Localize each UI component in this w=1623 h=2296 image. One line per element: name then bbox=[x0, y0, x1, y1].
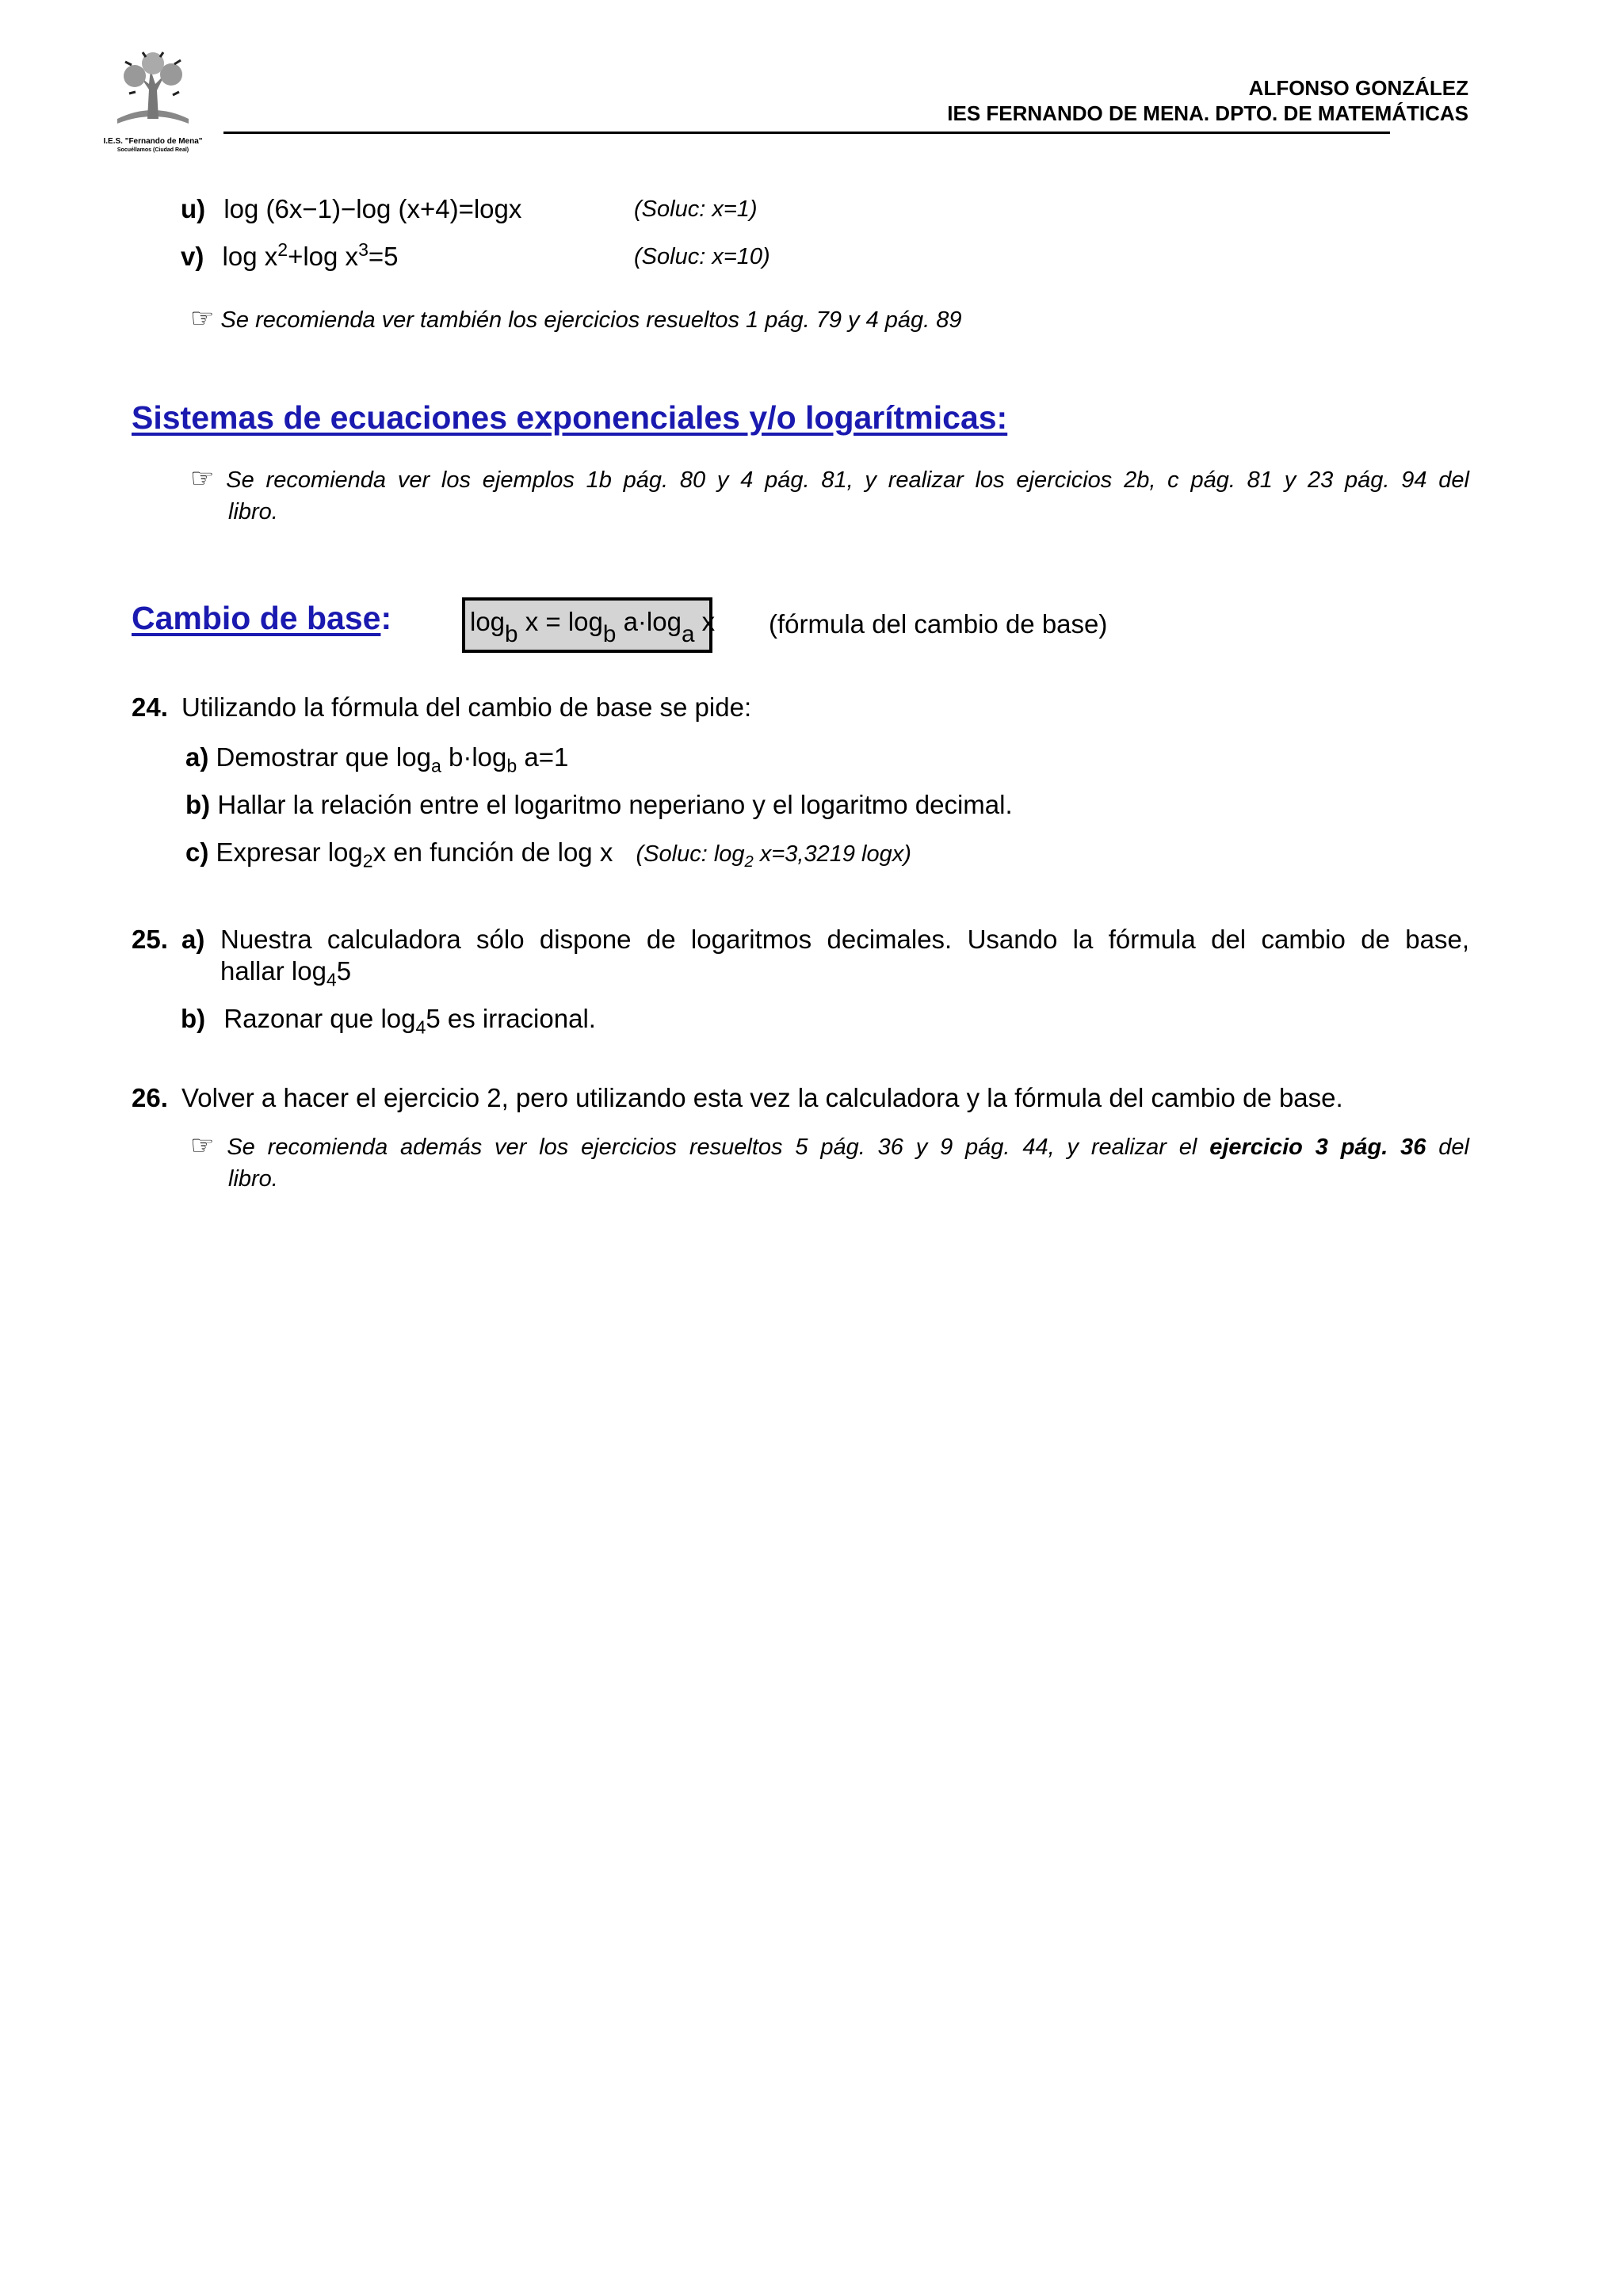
systems-note-line1: ☞ Se recomienda ver los ejemplos 1b pág. 80 y 4 pág. 81, y realizar los ejercicios 2b, c pág. 81 y 23 pág. 94 del bbox=[190, 463, 1470, 494]
header-department: IES FERNANDO DE MENA. DPTO. DE MATEMÁTICAS bbox=[947, 101, 1468, 125]
exercise-25-b: b) Razonar que $\log_45$ es irracional. bbox=[181, 1004, 596, 1038]
exercise-24-c-solution: (Soluc: $\log_2 x=3,3219$ logx) bbox=[636, 841, 911, 871]
exercise-u-solution: (Soluc: x=1) bbox=[634, 196, 758, 222]
exercise-25-a-line2: hallar $\log_45$ bbox=[220, 956, 352, 990]
hand-pointing-right-icon: ☞ bbox=[190, 1131, 215, 1161]
systems-note bbox=[190, 463, 1469, 496]
header-author: ALFONSO GONZÁLEZ bbox=[1248, 76, 1468, 100]
systems-note-line2: libro. bbox=[228, 499, 278, 524]
note-text: Se recomienda ver también los ejercicios resueltos 1 pág. 79 y 4 pág. 89 bbox=[220, 307, 962, 333]
exercise-24-b: b) Hallar la relación entre el logaritmo neperiano y el logaritmo decimal. bbox=[185, 790, 1013, 819]
header-rule bbox=[223, 132, 1390, 134]
exercise-u bbox=[181, 193, 521, 225]
exercise-25-a-line1: Nuestra calculadora sólo dispone de logaritmos decimales. Usando la fórmula del cambio de base, bbox=[220, 925, 1469, 954]
school-logo bbox=[94, 46, 212, 157]
exercise-24-number: 24. bbox=[132, 692, 168, 722]
exercise-26: 26. Volver a hacer el ejercicio 2, pero utilizando esta vez la calculadora y la fórmula del cambio de base. bbox=[132, 1083, 1343, 1112]
logo-caption-2: Socuéllamos (Ciudad Real) bbox=[116, 147, 189, 153]
exercise-26-note-line2: libro. bbox=[228, 1166, 278, 1192]
exercise-u-equation: log (6x−1)−log (x+4)=logx bbox=[223, 194, 522, 223]
exercise-v-solution: (Soluc: x=10) bbox=[634, 244, 770, 269]
hand-pointing-right-icon: ☞ bbox=[190, 463, 215, 494]
note-resolved-exercises bbox=[190, 303, 962, 336]
hand-pointing-right-icon: ☞ bbox=[190, 303, 215, 334]
exercise-24-a: a) Demostrar que $\log_a b\cdot\log_b$ a=1 bbox=[185, 742, 569, 776]
section-title-systems: Sistemas de ecuaciones exponenciales y/o logarítmicas: bbox=[132, 399, 1008, 436]
exercise-v-equation: $\log x^2+\log$ $x^3=5$ bbox=[222, 239, 399, 271]
exercise-u-label: u) bbox=[181, 194, 206, 223]
exercise-24 bbox=[132, 692, 751, 723]
exercise-26-note bbox=[190, 1130, 1469, 1163]
logo-caption-1: I.E.S. "Fernando de Mena" bbox=[103, 137, 203, 146]
tree-book-logo-icon bbox=[94, 46, 212, 133]
exercise-24-c: c) Expresar $\log_2x$ en función de log x (Soluc: $\log_2 x=3,3219$ logx) bbox=[185, 837, 911, 871]
formula-caption: (fórmula del cambio de base) bbox=[769, 609, 1108, 639]
exercise-24-statement: Utilizando la fórmula del cambio de base se pide: bbox=[181, 692, 752, 722]
exercise-v bbox=[181, 241, 399, 273]
section-title-base-change: Cambio de base: bbox=[132, 600, 392, 636]
base-change-formula-box: $\log_b x = \log_b a\cdot\log_a$ x bbox=[462, 597, 712, 653]
exercise-26-note-line1: ☞ Se recomienda además ver los ejercicios resueltos 5 pág. 36 y 9 pág. 44, y realizar el ejercicio 3 pág. 36 del bbox=[190, 1131, 1469, 1161]
exercise-25-number: 25. a) bbox=[132, 925, 205, 954]
exercise-v-label: v) bbox=[181, 242, 204, 271]
